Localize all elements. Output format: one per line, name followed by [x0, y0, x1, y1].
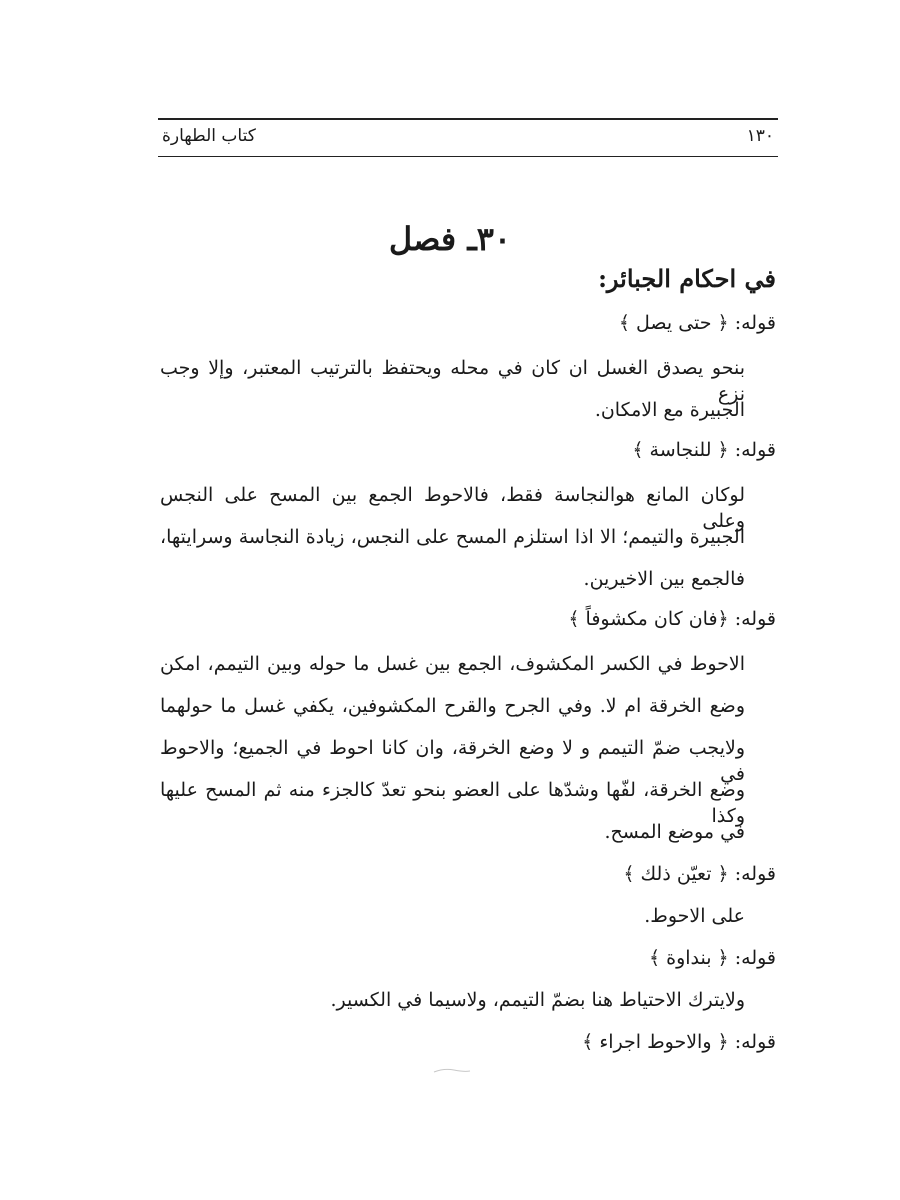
commentary-line: ولايترك الاحتياط هنا بضمّ التيمم، ولاسيما في الكسير. [330, 989, 745, 1011]
commentary-line: الجبيرة والتيمم؛ الا اذا استلزم المسح على النجس، زيادة النجاسة وسرايتها، [160, 526, 745, 548]
commentary-line: الاحوط في الكسر المكشوف، الجمع بين غسل ما حوله وبين التيمم، امكن [160, 653, 745, 675]
commentary-line: بنحو يصدق الغسل ان كان في محله ويحتفظ بالترتيب المعتبر، وإلا وجب نزع [160, 357, 745, 405]
commentary-line: لوكان المانع هوالنجاسة فقط، فالاحوط الجمع بين المسح على النجس وعلى [160, 484, 745, 532]
commentary-line: في موضع المسح. [604, 821, 745, 843]
qawl-heading: قوله: ﴿ للنجاسة ﴾ [632, 439, 776, 461]
qawl-heading: قوله: ﴿ والاحوط اجراء ﴾ [582, 1031, 776, 1053]
scan-smudge [432, 1066, 472, 1076]
chapter-title: ٣٠ـ فصل [388, 220, 512, 258]
commentary-line: وضع الخرقة ام لا. وفي الجرح والقرح المكشوفين، يكفي غسل ما حولهما [160, 695, 745, 717]
section-title: في احكام الجبائر: [598, 264, 776, 293]
page-number: ١٣٠ [746, 126, 774, 146]
commentary-line: على الاحوط. [644, 905, 745, 927]
commentary-line: الجبيرة مع الامكان. [594, 399, 745, 421]
running-head-title: كتاب الطهارة [162, 126, 256, 146]
commentary-line: فالجمع بين الاخيرين. [583, 568, 745, 590]
commentary-line: ولايجب ضمّ التيمم و لا وضع الخرقة، وان كانا احوط في الجميع؛ والاحوط في [160, 737, 745, 785]
qawl-heading: قوله: ﴿ تعيّن ذلك ﴾ [623, 863, 776, 885]
commentary-line: وضع الخرقة، لفّها وشدّها على العضو بنحو تعدّ كالجزء منه ثم المسح عليها وكذا [160, 779, 745, 827]
page-header [158, 118, 778, 157]
qawl-heading: قوله: ﴿فان كان مكشوفاً ﴾ [568, 608, 776, 630]
qawl-heading: قوله: ﴿ بنداوة ﴾ [648, 947, 776, 969]
qawl-heading: قوله: ﴿ حتى يصل ﴾ [618, 312, 776, 334]
